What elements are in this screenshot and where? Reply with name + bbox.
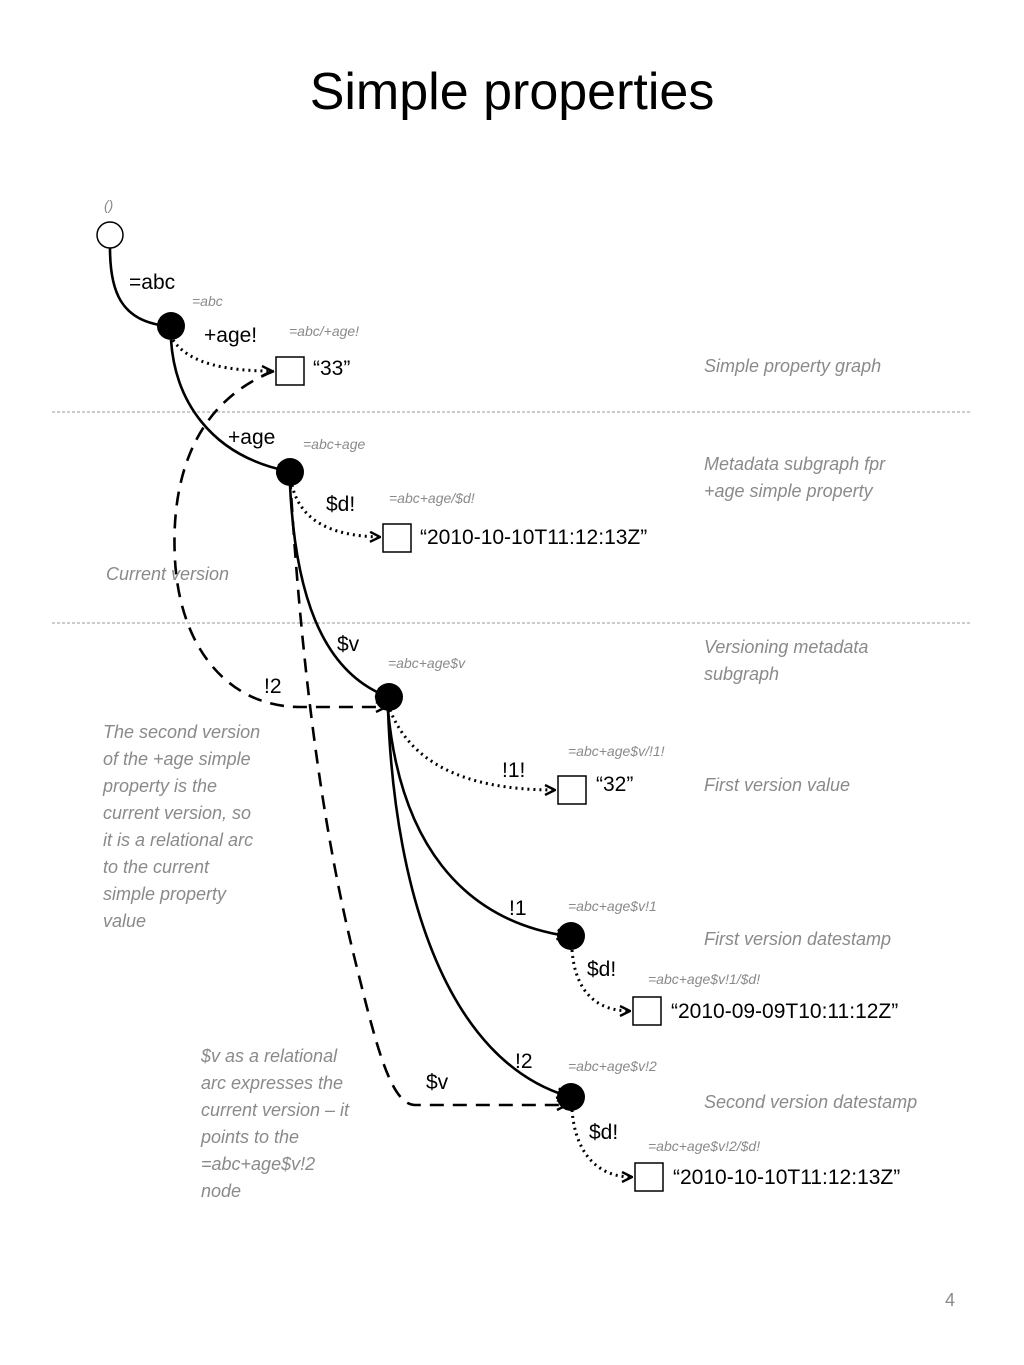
node-path-label: =abc+age$v!1 bbox=[568, 898, 657, 914]
node-path-label: =abc+age$v bbox=[388, 655, 466, 671]
section-label: Metadata subgraph fpr +age simple property bbox=[704, 454, 886, 501]
literal-box bbox=[635, 1163, 663, 1191]
node-path-label: =abc bbox=[192, 293, 223, 309]
literal-value: “2010-10-10T11:12:13Z” bbox=[673, 1166, 901, 1189]
arc-label: !2 bbox=[264, 675, 282, 698]
arc-label: $d! bbox=[587, 958, 617, 981]
arc-label: =abc bbox=[129, 271, 176, 294]
literal-value: “2010-10-10T11:12:13Z” bbox=[420, 526, 648, 549]
literal-path-label: =abc+age$v!1/$d! bbox=[648, 971, 761, 987]
note-v-relational: $v as a relational arc expresses the current version – it points to the =abc+age$v!2 node bbox=[201, 1046, 350, 1201]
literal-path-label: =abc+age/$d! bbox=[389, 490, 475, 506]
relational-arc-v bbox=[290, 475, 567, 1105]
note-current-version: Current version bbox=[106, 564, 230, 584]
literal-path-label: =abc/+age! bbox=[289, 323, 360, 339]
literal-box bbox=[633, 997, 661, 1025]
literal-box bbox=[276, 357, 304, 385]
arc-v-bang2 bbox=[388, 710, 567, 1096]
section-label: First version value bbox=[704, 775, 851, 795]
arc-label: $v bbox=[426, 1071, 449, 1094]
arc-label: !1 bbox=[509, 897, 527, 920]
literal-path-label: =abc+age$v!2/$d! bbox=[648, 1138, 761, 1154]
arc-label: +age! bbox=[204, 324, 258, 347]
arc-abc-age bbox=[171, 340, 287, 471]
page-number: 4 bbox=[944, 1290, 955, 1310]
node-abc-age bbox=[276, 458, 304, 486]
root-path-label: () bbox=[104, 197, 114, 213]
node-abc-age-v bbox=[375, 683, 403, 711]
literal-box bbox=[383, 524, 411, 552]
section-label: Versioning metadata subgraph bbox=[704, 637, 869, 684]
node-abc-age-v-2 bbox=[557, 1083, 585, 1111]
arc-label: $d! bbox=[326, 493, 356, 516]
section-label: Simple property graph bbox=[704, 356, 882, 376]
section-label: Second version datestamp bbox=[704, 1092, 918, 1112]
relational-arc-current-version bbox=[174, 371, 386, 707]
literal-box bbox=[558, 776, 586, 804]
node-path-label: =abc+age bbox=[303, 436, 366, 452]
literal-value: “32” bbox=[596, 773, 634, 796]
node-abc bbox=[157, 312, 185, 340]
literal-path-label: =abc+age$v/!1! bbox=[568, 743, 665, 759]
root-node bbox=[97, 222, 123, 248]
arc-literal-32 bbox=[390, 710, 555, 790]
arc-label: $d! bbox=[589, 1121, 619, 1144]
arc-label: !2 bbox=[515, 1050, 533, 1073]
arc-label: $v bbox=[337, 633, 360, 656]
literal-value: “33” bbox=[313, 357, 351, 380]
node-path-label: =abc+age$v!2 bbox=[568, 1058, 657, 1074]
note-second-version: The second version of the +age simple property is the current version, so it is a relational arc to the current simple property value bbox=[103, 722, 261, 931]
arc-label: !1! bbox=[502, 759, 526, 782]
literal-value: “2010-09-09T10:11:12Z” bbox=[671, 1000, 899, 1023]
arc-label: +age bbox=[228, 426, 276, 449]
section-label: First version datestamp bbox=[704, 929, 892, 949]
slide-title: Simple properties bbox=[309, 63, 715, 121]
node-abc-age-v-1 bbox=[557, 922, 585, 950]
